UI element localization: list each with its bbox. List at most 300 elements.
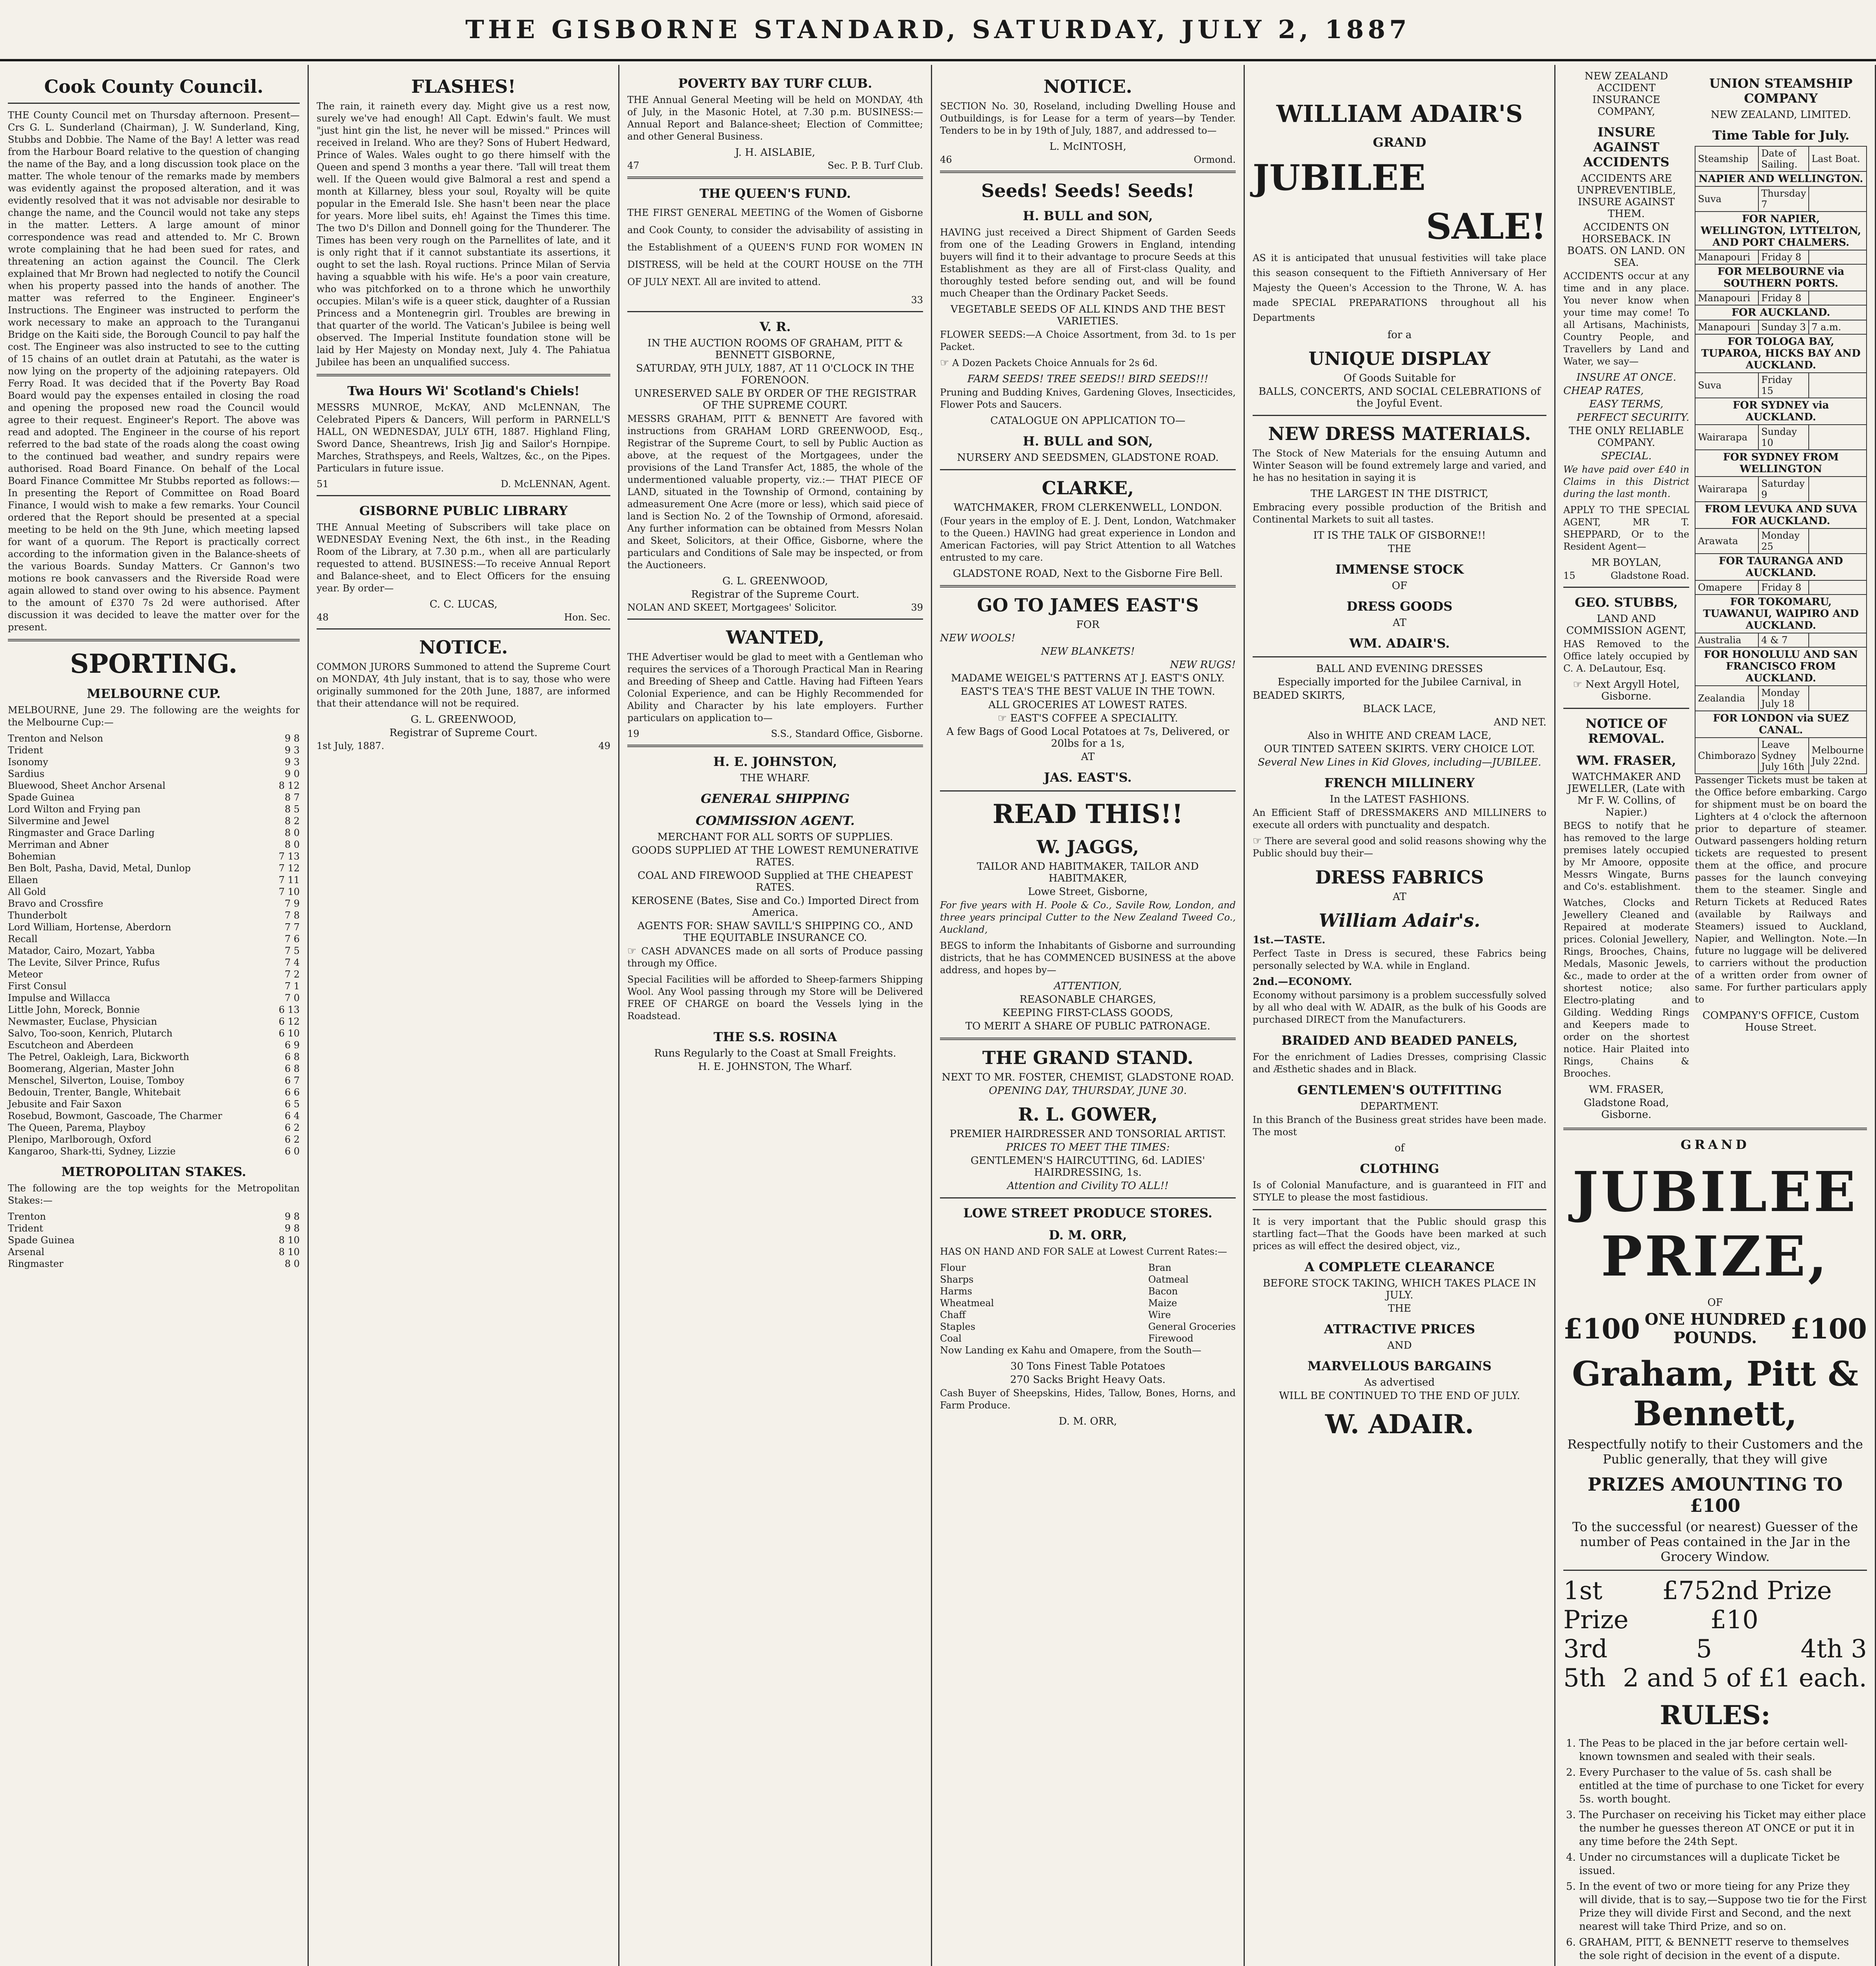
horse-weight: 8 5 [284, 804, 300, 815]
notice-sign: G. L. GREENWOOD, [411, 714, 516, 725]
divider [940, 790, 1236, 792]
ins-paid: We have paid over £40 in Claims in this District during the last month. [1563, 464, 1690, 499]
library-signoff [317, 612, 610, 623]
east-blankets: NEW BLANKETS! [1041, 646, 1135, 657]
wanted-ref: 19 [627, 728, 639, 739]
c4-notice-body: SECTION No. 30, Roseland, including Dwelling House and Outbuildings, is for Lease for a term of years—by Tender. Tenders to be in by 19th of July, 1887, and addressed to— [940, 101, 1236, 136]
rosina-title: THE S.S. ROSINA [713, 1029, 837, 1044]
usc-sub: NEW ZEALAND, LIMITED. [1710, 109, 1851, 121]
horse-weight: 7 11 [278, 874, 300, 885]
wanted-sign: S.S., Standard Office, Gisborne. [771, 728, 923, 739]
timetable-section-label: FOR TOLOGA BAY, TUPAROA, HICKS BAY AND AUCKLAND. [1695, 334, 1867, 373]
horse-weight: 9 8 [284, 733, 300, 744]
timetable-date: Monday 25 [1758, 528, 1809, 554]
produce-item: Maize [1148, 1298, 1177, 1309]
gpb-title: Graham, Pitt & Bennett, [1572, 1354, 1858, 1434]
rosina-sign: H. E. JOHNSTON, The Wharf. [698, 1061, 853, 1073]
weight-row [8, 1086, 300, 1098]
horse-weight: 8 2 [284, 815, 300, 827]
stubbs-next-text: Next Argyll Hotel, Gisborne. [1585, 679, 1680, 702]
horse-weight: 7 5 [284, 945, 300, 956]
adair-the2: THE [1388, 1303, 1411, 1314]
prize-row3-right: 2 and 5 of £1 each. [1623, 1664, 1867, 1693]
c4-notice-sign: L. McINTOSH, [1049, 141, 1126, 153]
horse-name: First Consul [8, 981, 67, 992]
sporting-title: SPORTING. [70, 648, 238, 679]
weight-row [8, 862, 300, 874]
column-2 [309, 65, 619, 1966]
jaggs-sub: TAILOR AND HABITMAKER, TAILOR AND HABITMAKER, [977, 861, 1199, 884]
weight-row [8, 1051, 300, 1063]
timetable-row [1695, 186, 1867, 212]
prize-row1-label: 1st Prize [1563, 1576, 1629, 1635]
horse-name: Bluewood, Sheet Anchor Arsenal [8, 780, 166, 791]
ins-perfect: PERFECT SECURITY. [1576, 412, 1690, 423]
cup-intro: MELBOURNE, June 29. The following are the weights for the Melbourne Cup:— [8, 705, 300, 728]
horse-weight: 8 0 [284, 839, 300, 850]
johnston-body: Special Facilities will be afforded to Sheep-farmers Shipping Wool. Any Wool passing through my Store will be Delivered FREE OF CHARGE on board the Vessels lying in the Roadstead. [627, 974, 923, 1022]
metro-weight-row [8, 1234, 300, 1246]
east-wools: NEW WOOLS! [940, 632, 1015, 644]
johnston-cash [627, 945, 923, 970]
adair-clothing: CLOTHING [1360, 1161, 1439, 1176]
timetable-ship: Wairarapa [1695, 477, 1758, 502]
orr-landing: Now Landing ex Kahu and Omapere, from the South— [940, 1345, 1202, 1356]
adair-outfitting-of: of [1394, 1142, 1405, 1154]
horse-weight: 6 8 [284, 1051, 300, 1062]
stubbs-sub: LAND AND COMMISSION AGENT, [1566, 613, 1686, 637]
masthead [0, 0, 1876, 61]
column-6 [1555, 65, 1876, 1966]
horse-name: Rosebud, Bowmont, Gascoade, The Charmer [8, 1110, 222, 1121]
horse-name: Thunderbolt [8, 910, 67, 921]
horse-name: Matador, Cairo, Mozart, Yabba [8, 945, 155, 956]
jaggs-body: BEGS to inform the Inhabitants of Gisborne and surrounding districts, that he has COMMENCED BUSINESS at the above address, and hopes by— [940, 940, 1236, 976]
adair-sale: SALE! [1426, 206, 1546, 247]
horse-name: Trenton and Nelson [8, 733, 103, 744]
ins-special: SPECIAL. [1601, 450, 1652, 462]
weight-row [8, 898, 300, 909]
divider [627, 311, 923, 312]
seeds-title: Seeds! Seeds! Seeds! [981, 180, 1195, 201]
timetable-section-label: FOR NAPIER, WELLINGTON, LYTTELTON, AND PORT CHALMERS. [1695, 212, 1867, 250]
adair-clearance: A COMPLETE CLEARANCE [1305, 1259, 1495, 1274]
twa-ref: 51 [317, 479, 329, 490]
orr-potatoes: 30 Tons Finest Table Potatoes [1010, 1360, 1165, 1372]
rule-item: 3. The Purchaser on receiving his Ticket may either place the number he guesses thereon AT ONCE or put it in any time before the 24th Sept. [1579, 1808, 1867, 1848]
gower-prices: PRICES TO MEET THE TIMES: [1006, 1141, 1170, 1153]
queen-body: THE FIRST GENERAL MEETING of the Women of Gisborne and Cook County, to consider the advisability of assisting in the Establishment of a QUEEN'S FUND FOR WOMEN IN DISTRESS, will be held at the COURT HOUSE on the 7TH OF JULY NEXT. All are invited to attend. [627, 207, 923, 287]
produce-item: Bacon [1148, 1286, 1178, 1297]
weight-row [8, 744, 300, 756]
council-body: THE County Council met on Thursday afternoon. Present—Crs G. L. Sunderland (Chairman), J. W. Sunderland, King, Stubbs and Dobbie. The Name of the Bay! A letter was read from the Harbour Board relative to the question of changing the name of the Bay, and a long discussion took place on the matter. The whole tenour of the remarks made by members was evidently against the proposed alteration, and it was evidently resolved that it was not advisable nor desirable to change the name, and the Council would not take any steps in the matter. Letters. A large amount of minor correspondence was read and attended to. Mr C. Brown wrote complaining that he had been sued for rates, and threatening an action against the Council. The Clerk explained that Mr Brown had neglected to notify the Council when his property passed into the hands of another. The matter was referred to the Engineer. Engineer's Instructions. The Engineer was instructed to perform the work necessary to make an approach to the Turanganui Bridge on the Kaiti side, the Borough Council to pay half the cost. The Engineer was also instructed to see to the cutting of 15 chains of an outlet drain at Patutahi, as the water is now lying on the property of the adjoining ratepayers. Old Ferry Road. It was decided that if the Poverty Bay Road Board would pay the expenses entailed in closing the road and opening the proposed new road the Council would agree to their request. Engineer's Report. The above was read and adopted. The Engineer in the course of his report referred to the bad state of the roads along the coast owing to the continued bad weather, and sundry repairs were authorised. Road Board Finance. On behalf of the Local Board Finance Committee Mr Stubbs reported as follows:—In presenting the Report of Committee on Road Board Finance, I would wish to make a few remarks. Your Council ordered that the Report should be presented at a special meeting to be held on the 9th June, which meeting lapsed for want of a quorum. The Report is practically correct according to the information given in the Balance-sheets of the various Boards. Sunday Matters. Cr Gannon's two motions re book canvassers and the Riverside Road were again allowed to stand over owing to his absence. Payment to the amount of £370 7s 2d were authorised. After discussion it was decided to leave the matter over for the present. [8, 110, 300, 633]
weight-row [8, 980, 300, 992]
timetable-row [1695, 528, 1867, 554]
divider [1253, 1209, 1546, 1210]
horse-weight: 9 8 [284, 1211, 300, 1222]
weight-row [8, 768, 300, 780]
timetable-date: Friday 15 [1758, 373, 1809, 398]
horse-name: Silvermine and Jewel [8, 815, 109, 827]
horse-weight: 8 0 [284, 827, 300, 838]
weight-row [8, 992, 300, 1004]
adair-french: FRENCH MILLINERY [1324, 775, 1475, 790]
horse-name: The Queen, Parema, Playboy [8, 1122, 146, 1133]
horse-name: Menschel, Silverton, Louise, Tomboy [8, 1075, 184, 1086]
bull-title: H. BULL and SON, [1023, 208, 1153, 223]
timetable-boat [1809, 291, 1867, 305]
timetable-date: Friday 8 [1758, 580, 1809, 595]
johnston-agents: AGENTS FOR: SHAW SAVILL'S SHIPPING CO., AND THE EQUITABLE INSURANCE CO. [637, 920, 913, 944]
produce-item: Wire [1148, 1309, 1171, 1320]
timetable-boat: Melbourne July 22nd. [1809, 738, 1867, 774]
ins-signoff [1563, 570, 1689, 581]
horse-name: The Petrel, Oakleigh, Lara, Bickworth [8, 1051, 190, 1062]
gower-attn: Attention and Civility TO ALL!! [1007, 1180, 1169, 1192]
timetable-boat [1809, 477, 1867, 502]
timetable-ship: Omapere [1695, 580, 1758, 595]
horse-weight: 6 5 [284, 1099, 300, 1110]
wanted-title: WANTED, [726, 627, 824, 648]
horse-weight: 7 0 [284, 992, 300, 1003]
clarke-addr: GLADSTONE ROAD, Next to the Gisborne Fire Bell. [953, 568, 1223, 580]
ins-ref: 15 [1563, 570, 1576, 581]
twa-sign: D. McLENNAN, Agent. [501, 479, 610, 490]
timetable-ship: Suva [1695, 373, 1758, 398]
adair-efficient: An Efficient Staff of DRESSMAKERS AND MILLINERS to execute all orders with punctuality and despatch. [1253, 807, 1546, 830]
timetable-section-label: FOR SYDNEY FROM WELLINGTON [1695, 450, 1867, 477]
horse-name: Impulse and Willacca [8, 992, 111, 1003]
johnston-line5: COAL AND FIREWOOD Supplied at THE CHEAPEST RATES. [638, 870, 913, 893]
tt-title: Time Table for July. [1712, 128, 1850, 143]
adair-gasp: It is very important that the Public should grasp this startling fact—That the Goods have been marked at such prices as will effect the desired object, viz., [1253, 1216, 1546, 1252]
horse-weight: 8 12 [278, 780, 300, 791]
weight-row [8, 1027, 300, 1039]
adair-advertised: As advertised [1364, 1377, 1435, 1388]
timetable-section-label: FROM LEVUKA AND SUVA FOR AUCKLAND. [1695, 502, 1867, 528]
divider [940, 469, 1236, 470]
horse-name: Isonomy [8, 757, 48, 768]
weight-row [8, 803, 300, 815]
ins-apply: APPLY TO THE SPECIAL AGENT, MR T. SHEPPARD, Or to the Resident Agent— [1563, 504, 1690, 552]
weight-row [8, 792, 300, 803]
column-4 [932, 65, 1245, 1966]
horse-name: Meteor [8, 969, 43, 980]
timetable-ship: Wairarapa [1695, 425, 1758, 450]
weight-row [8, 1039, 300, 1051]
johnston-line2: COMMISSION AGENT. [695, 813, 855, 828]
cup-title: MELBOURNE CUP. [87, 686, 221, 701]
horse-name: Ben Bolt, Pasha, David, Metal, Dunlop [8, 863, 191, 874]
timetable-section [1695, 264, 1867, 291]
weight-row [8, 756, 300, 768]
timetable-row [1695, 425, 1867, 450]
adair-white-cream: Also in WHITE AND CREAM LACE, [1307, 730, 1492, 742]
johnston-line4: GOODS SUPPLIED AT THE LOWEST REMUNERATIVE RATES. [632, 845, 919, 868]
stubbs-title: GEO. STUBBS, [1575, 595, 1678, 610]
horse-name: Ringmaster [8, 1258, 64, 1269]
adair-several-text: There are several good and solid reasons showing why the Public should buy their— [1253, 836, 1546, 859]
johnston-sub: THE WHARF. [740, 772, 810, 784]
notice-ref: 49 [598, 740, 610, 751]
horse-name: Little John, Moreck, Bonnie [8, 1004, 140, 1015]
timetable-date: Sunday 10 [1758, 425, 1809, 450]
horse-name: Ringmaster and Grace Darling [8, 827, 155, 838]
prize-row2-label: 3rd [1563, 1635, 1608, 1664]
johnston-title: H. E. JOHNSTON, [713, 754, 837, 769]
horse-weight: 7 4 [284, 957, 300, 968]
stubbs-next [1563, 679, 1689, 702]
wanted-body: THE Advertiser would be glad to meet with a Gentleman who requires the services of a Thorough Practical Man in Rearing and Breeding of Sheep and Cattle. Having had Fifteen Years Colonial Experience, and can be Highly Recommended for Ability and Character by his late employers. Further particulars on application to— [627, 652, 923, 723]
adair-sateen: OUR TINTED SATEEN SKIRTS. VERY CHOICE LOT. [1264, 743, 1535, 755]
weight-row [8, 1016, 300, 1027]
timetable-section [1695, 502, 1867, 528]
produce-item: General Groceries [1148, 1321, 1236, 1332]
horse-weight: 7 6 [284, 933, 300, 944]
horse-weight: 7 10 [278, 886, 300, 897]
prize-row-2 [1563, 1635, 1867, 1664]
rules-list [1563, 1737, 1867, 1966]
catalogue: CATALOGUE ON APPLICATION TO— [990, 415, 1185, 427]
horse-name: Spade Guinea [8, 1235, 75, 1246]
gpb-body: Respectfully notify to their Customers and the Public generally, that they will give [1567, 1437, 1863, 1467]
horse-weight: 6 13 [278, 1004, 300, 1015]
timetable-section [1695, 711, 1867, 738]
timetable-row [1695, 580, 1867, 595]
horse-weight: 9 3 [284, 745, 300, 756]
timetable-section-label: NAPIER AND WELLINGTON. [1695, 171, 1867, 186]
johnston-cash-text: CASH ADVANCES made on all sorts of Produce passing through my Office. [627, 946, 923, 969]
auction-sub: UNRESERVED SALE BY ORDER OF THE REGISTRAR OF THE SUPREME COURT. [634, 388, 916, 411]
auction-vr: V. R. [759, 319, 791, 334]
horse-name: Spade Guinea [8, 792, 75, 803]
ins-cheap: CHEAP RATES, [1563, 385, 1644, 397]
east-title: GO TO JAMES EAST'S [977, 595, 1199, 616]
adair-and: AND [1387, 1340, 1412, 1351]
library-body: THE Annual Meeting of Subscribers will take place on WEDNESDAY Evening Next, the 6th inst., in the Reading Room of the Library, at 7.30 p.m., when all are particularly requested to attend. BUSINESS:—To receive Annual Report and Balance-sheet, and to Elect Officers for the ensuing year. By order— [317, 522, 610, 594]
adair-script: William Adair's. [1319, 910, 1480, 931]
adair-wm: WM. ADAIR'S. [1349, 636, 1450, 651]
timetable-ship: Manapouri [1695, 291, 1758, 305]
divider [940, 171, 1236, 173]
horse-name: All Gold [8, 886, 46, 897]
timetable [1695, 146, 1867, 774]
prune-line: Pruning and Budding Knives, Gardening Gloves, Insecticides, Flower Pots and Saucers. [940, 387, 1236, 410]
orr-sign: D. M. ORR, [1058, 1416, 1117, 1427]
pointing-hand-icon: ☞ [1573, 679, 1582, 690]
adair-title: WILLIAM ADAIR'S [1276, 100, 1523, 128]
queen-ref: 33 [911, 295, 923, 306]
timetable-section [1695, 212, 1867, 250]
library-ref: 48 [317, 612, 329, 623]
masthead-title: THE GISBORNE STANDARD, SATURDAY, JULY 2, 1887 [465, 15, 1411, 44]
fraser-addr: Gladstone Road, Gisborne. [1583, 1097, 1669, 1121]
weight-row [8, 780, 300, 792]
weight-row [8, 1075, 300, 1086]
weight-row [8, 1004, 300, 1016]
adair-clearance-sub: BEFORE STOCK TAKING, WHICH TAKES PLACE IN JULY. [1262, 1278, 1537, 1301]
weight-row [8, 827, 300, 839]
farm-line: FARM SEEDS! TREE SEEDS!! BIRD SEEDS!!! [967, 373, 1209, 385]
adair-economy-body: Economy without parsimony is a problem successfully solved by all who deal with W. ADAIR, as the bulk of his Goods are purchased DIRECT from the Manufacturers. [1253, 990, 1546, 1025]
adair-talk: IT IS THE TALK OF GISBORNE!! [1313, 530, 1486, 541]
packet-line [940, 357, 1236, 369]
adair-beaded: BEADED SKIRTS, [1253, 690, 1345, 701]
insurance-ad [1563, 69, 1689, 1122]
adair-attractive: ATTRACTIVE PRICES [1324, 1322, 1475, 1336]
divider [940, 585, 1236, 587]
weight-row [8, 733, 300, 744]
weight-row [8, 909, 300, 921]
east-sign: JAS. EAST'S. [1044, 770, 1132, 785]
jaggs-reasonable: REASONABLE CHARGES, [1019, 994, 1156, 1005]
produce-item: Oatmeal [1148, 1274, 1189, 1285]
adair-braided: BRAIDED AND BEADED PANELS, [1281, 1033, 1518, 1048]
horse-name: Bohemian [8, 851, 56, 862]
rosina-body: Runs Regularly to the Coast at Small Freights. [654, 1047, 896, 1059]
east-teas: EAST'S TEA'S THE BEST VALUE IN THE TOWN. [960, 686, 1215, 698]
prize-right: £100 [1790, 1312, 1867, 1345]
horse-weight: 7 1 [284, 981, 300, 992]
timetable-ship: Arawata [1695, 528, 1758, 554]
horse-weight: 6 4 [284, 1110, 300, 1121]
packet-line-text: A Dozen Packets Choice Annuals for 2s 6d. [952, 357, 1158, 368]
timetable-date: Saturday 9 [1758, 477, 1809, 502]
timetable-section-label: FOR HONOLULU AND SAN FRANCISCO FROM AUCKLAND. [1695, 647, 1867, 686]
east-coffee-text: EAST'S COFFEE A SPECIALITY. [1010, 712, 1178, 724]
c4-notice-signoff [940, 154, 1236, 165]
horse-weight: 9 0 [284, 768, 300, 779]
turf-sign: J. H. AISLABIE, [735, 147, 815, 158]
gpb-prizes: PRIZES AMOUNTING TO £100 [1587, 1474, 1843, 1516]
produce-list [940, 1262, 1236, 1344]
horse-weight: 6 9 [284, 1040, 300, 1051]
divider [1253, 656, 1546, 657]
horse-name: Jebusite and Fair Saxon [8, 1099, 122, 1110]
adair-immense: IMMENSE STOCK [1335, 562, 1464, 577]
adair-intro: AS it is anticipated that unusual festivities will take place this season consequent to the Fiftieth Anniversary of Her Majesty the Queen's Accession to the Throne, W. A. has made SPECIAL PREPARATIONS throughout all his Departments [1253, 252, 1546, 323]
prize-words: ONE HUNDRED POUNDS. [1644, 1310, 1786, 1347]
jaggs-italic: For five years with H. Poole & Co., Savile Row, London, and three years principal Cutter to the New Zealand Tweed Co., Auckland, [940, 900, 1236, 935]
top-right-block [1563, 69, 1867, 1122]
produce-item: Flour [940, 1262, 966, 1273]
c4-notice-title: NOTICE. [1043, 76, 1132, 97]
adair-new-dress: NEW DRESS MATERIALS. [1268, 423, 1531, 444]
timetable-date: Leave Sydney July 16th [1758, 738, 1809, 774]
timetable-section-label: FOR TAURANGA AND AUCKLAND. [1695, 554, 1867, 580]
horse-weight: 8 10 [278, 1246, 300, 1257]
auction-sign: G. L. GREENWOOD, [722, 575, 828, 587]
rule-item: 6. GRAHAM, PITT, & BENNETT reserve to themselves the sole right of decision in the event of a dispute. [1579, 1936, 1867, 1962]
horse-name: Plenipo, Marlborough, Oxford [8, 1134, 151, 1145]
weight-row [8, 968, 300, 980]
johnston-line6: KEROSENE (Bates, Sise and Co.) Imported Direct from America. [631, 895, 919, 919]
timetable-header [1695, 146, 1867, 171]
produce-right [1148, 1262, 1236, 1344]
adair-taste-body: Perfect Taste in Dress is secured, these Fabrics being personally selected by W.A. while in England. [1253, 948, 1546, 971]
prize-row1-right: 2nd Prize £10 [1710, 1576, 1832, 1635]
timetable-header-cell: Steamship [1695, 146, 1758, 171]
adair-marvellous: MARVELLOUS BARGAINS [1307, 1359, 1492, 1373]
horse-weight: 6 0 [284, 1146, 300, 1157]
horse-weight: 7 8 [284, 910, 300, 921]
adair-dress-goods: DRESS GOODS [1346, 599, 1453, 614]
weight-row [8, 1110, 300, 1122]
grand-addr: NEXT TO MR. FOSTER, CHEMIST, GLADSTONE ROAD. [942, 1071, 1234, 1083]
timetable-boat [1809, 425, 1867, 450]
weight-row [8, 921, 300, 933]
timetable-date: Friday 8 [1758, 291, 1809, 305]
produce-item: Coal [940, 1333, 962, 1344]
divider [1563, 587, 1689, 588]
rules-title: RULES: [1660, 1700, 1771, 1730]
timetable-section [1695, 595, 1867, 633]
auction-ref: 39 [911, 602, 923, 613]
flashes-body: The rain, it raineth every day. Might give us a rest now, surely we've had enough! All Capt. Edwin's fault. We must "just hint gin the list, he never will be missed." Princes will received in Ireland. Who are they? Sons of Hubert Hedward, Prince of Wales. Wales ought to go there himself with the Queen and spend 3 months a year there. 'Tall will treat them well. If the Queen would give Balmoral a rest and spend a month at Killarney, bless your soul, Royalty will be quite popular in the Emerald Isle. She hasn't been near the place for years. More libel suits, eh! Against the Times this time. The two D's Dillon and Donnell going for the Thunderer. The Times has been very rough on the Parnellites of late, and it is only right that if it cannot substantiate its assertions, it ought to set the lash. Royal ructions. Prince Milan of Servia having a squabble with his wife. He's a poor vain creature, who was pitchforked on to a throne which he unworthily occupies. Milan's wife is a queer stick, daughter of a Russian Princess and a Montenegrin girl. Troubles are brewing in that quarter of the world. The Vatican's Jubilee is being well observed. The Imperial Institute foundation stone will be laid by Her Majesty on Monday next, July 4. The Pahiatua Jubilee has been an unqualified success. [317, 101, 610, 368]
clarke-title: CLARKE, [1042, 477, 1134, 499]
timetable-row [1695, 738, 1867, 774]
horse-weight: 8 7 [284, 792, 300, 803]
divider [627, 745, 923, 747]
bull-sub: NURSERY AND SEEDSMEN, GLADSTONE ROAD. [957, 452, 1219, 464]
weight-row [8, 1122, 300, 1134]
divider [8, 639, 300, 641]
divider [1253, 415, 1546, 416]
rule-item: 1. The Peas to be placed in the jar before certain well-known townsmen and sealed with their seals. [1579, 1737, 1867, 1764]
adair-outfitting: GENTLEMEN'S OUTFITTING [1297, 1082, 1502, 1097]
horse-name: Bedouin, Trenter, Bangle, Whitebait [8, 1087, 181, 1098]
horse-weight: 6 10 [278, 1028, 300, 1039]
weight-row [8, 1145, 300, 1157]
timetable-boat [1809, 686, 1867, 711]
flower-line: FLOWER SEEDS:—A Choice Assortment, from 3d. to 1s per Packet. [940, 329, 1236, 352]
twa-title: Twa Hours Wi' Scotland's Chiels! [347, 383, 580, 398]
timetable-date: Monday July 18 [1758, 686, 1809, 711]
timetable-ship: Manapouri [1695, 320, 1758, 334]
metro-weight-row [8, 1222, 300, 1234]
divider [317, 628, 610, 630]
pointing-hand-icon: ☞ [997, 712, 1007, 724]
wanted-signoff [627, 728, 923, 739]
timetable-section-label: FOR TOKOMARU, TUAWANUI, WAIPIRO AND AUCKLAND. [1695, 595, 1867, 633]
prize-row2-mid: 5 [1696, 1635, 1712, 1664]
divider [1563, 1128, 1867, 1130]
divider [317, 495, 610, 496]
horse-name: Sardius [8, 768, 45, 779]
ins-agent: MR BOYLAN, [1591, 557, 1662, 569]
horse-weight: 7 12 [278, 863, 300, 874]
produce-item: Staples [940, 1321, 975, 1332]
orr-title: D. M. ORR, [1049, 1228, 1127, 1243]
ins-only: THE ONLY RELIABLE COMPANY. [1568, 425, 1684, 449]
adair-unique-sub: Of Goods Suitable for [1343, 372, 1456, 384]
horse-weight: 6 6 [284, 1087, 300, 1098]
prize-row-3 [1563, 1664, 1867, 1693]
timetable-boat [1809, 250, 1867, 264]
bull-body: HAVING just received a Direct Shipment of Garden Seeds from one of the Leading Growers in England, intending buyers will find it to their advantage to procure Seeds at this Establishment as they are all of First-class Quality, and thoroughly tested before sending out, and will be found much Cheaper than the Ordinary Packet Seeds. [940, 227, 1236, 299]
adair-several [1253, 835, 1546, 860]
east-at: AT [1081, 751, 1095, 763]
divider [8, 103, 300, 104]
auction-sign2: Registrar of the Supreme Court. [691, 589, 859, 600]
metro-weight-row [8, 1211, 300, 1222]
pointing-hand-icon: ☞ [627, 945, 637, 957]
timetable-section-label: FOR SYDNEY via AUCKLAND. [1695, 398, 1867, 425]
horse-weight: 6 12 [278, 1016, 300, 1027]
library-sign: C. C. LUCAS, [429, 598, 498, 610]
timetable-row [1695, 477, 1867, 502]
weight-row [8, 945, 300, 957]
